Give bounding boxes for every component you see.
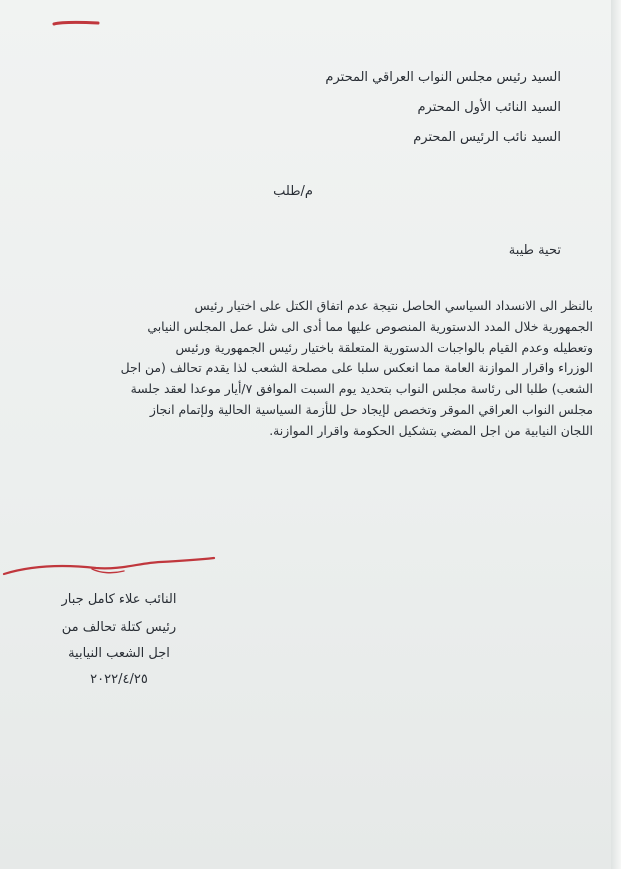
addressee-first-deputy: السيد النائب الأول المحترم <box>417 100 561 115</box>
body-line: الوزراء واقرار الموازنة العامة مما انعكس سلبا على مصلحة الشعب لذا يقدم تحالف (من اجل <box>120 360 593 376</box>
handwritten-signature <box>0 548 220 588</box>
subject-line: م/طلب <box>273 184 313 199</box>
page-edge <box>611 0 621 869</box>
addressee-deputy: السيد نائب الرئيس المحترم <box>413 130 561 145</box>
letter-body <box>23 296 593 442</box>
letter-date: ٢٠٢٢/٤/٢٥ <box>90 672 148 687</box>
signatory-title-2: اجل الشعب النيابية <box>68 646 170 661</box>
body-line: بالنظر الى الانسداد السياسي الحاصل نتيجة عدم اتفاق الكتل على اختيار رئيس <box>194 298 593 313</box>
body-line: وتعطيله وعدم القيام بالواجبات الدستورية المتعلقة باختيار رئيس الجمهورية ورئيس <box>175 339 593 355</box>
addressee-speaker: السيد رئيس مجلس النواب العراقي المحترم <box>325 70 561 85</box>
body-line: مجلس النواب العراقي الموقر وتخصص لإيجاد حل للأزمة السياسية الحالية ولإتمام انجاز <box>149 401 593 417</box>
signatory-title: رئيس كتلة تحالف من <box>61 620 177 635</box>
red-ink-mark <box>52 18 100 28</box>
body-line: الجمهورية خلال المدد الدستورية المنصوص عليها مما أدى الى شل عمل المجلس النيابي <box>147 318 593 334</box>
greeting: تحية طيبة <box>508 243 561 258</box>
signatory-name: النائب علاء كامل جبار <box>61 592 177 607</box>
body-line: الشعب) طلبا الى رئاسة مجلس النواب بتحديد يوم السبت الموافق ٧/أيار موعدا لعقد جلسة <box>130 381 593 397</box>
body-line: اللجان النيابية من اجل المضي بتشكيل الحكومة واقرار الموازنة. <box>269 422 593 438</box>
